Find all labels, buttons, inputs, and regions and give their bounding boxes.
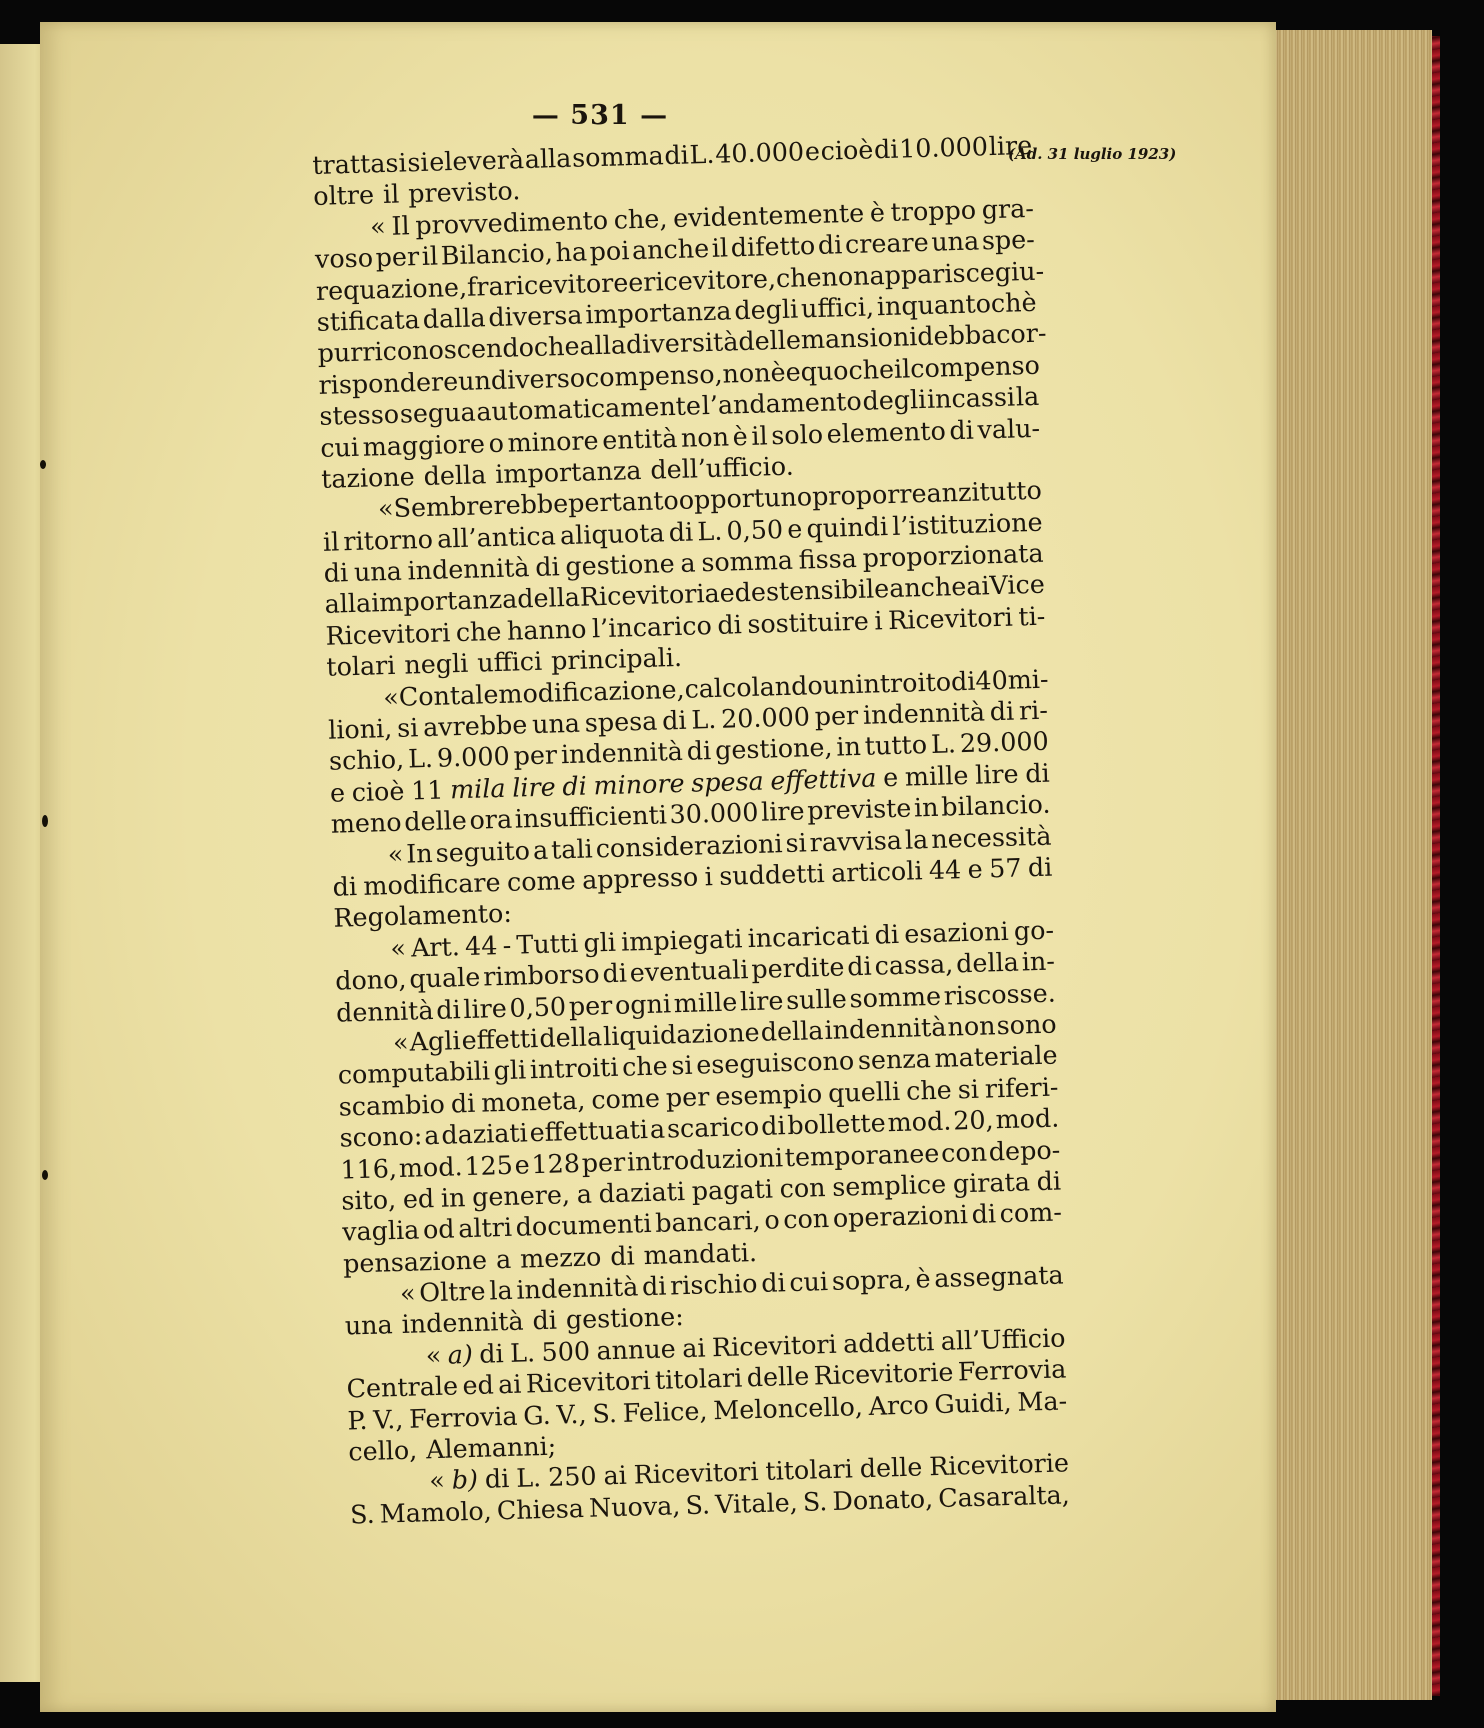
text-line: e cioè 11 mila lire di minore spesa effettiva e mille lire di bbox=[329, 757, 1050, 808]
text-line: schio, L. 9.000 per indennità di gestione, in tutto L. 29.000 bbox=[328, 726, 1050, 777]
text-line: rispondere un diverso compenso, non è equo che il compenso bbox=[318, 349, 1041, 400]
text-line: tolari negli uffici principali. bbox=[326, 642, 683, 683]
text-line: 116, mod. 125 e 128 per introduzioni temporanee con depo- bbox=[340, 1134, 1061, 1185]
text-line: « a) di L. 500 annue ai Ricevitori addetti all’Ufficio bbox=[425, 1322, 1066, 1371]
binding-hole bbox=[42, 1170, 48, 1180]
text-line: Ricevitori che hanno l’incarico di sostituire i Ricevitori ti- bbox=[325, 600, 1046, 651]
text-line: sito, ed in genere, a daziati pagati con semplice girata di bbox=[340, 1165, 1062, 1216]
text-line: « Con tale modificazione, calcolando un introito di 40 mi- bbox=[382, 663, 1049, 712]
text-line: scono: a daziati effettuati a scarico di bollette mod. 20, mod. bbox=[339, 1102, 1060, 1153]
text-line: oltre il previsto. bbox=[312, 175, 521, 212]
text-line: pur riconoscendo che alla diversità delle mansioni debba cor- bbox=[317, 317, 1047, 369]
text-line: lioni, si avrebbe una spesa di L. 20.000 per indennità di ri- bbox=[327, 694, 1049, 745]
text-line: il ritorno all’antica aliquota di L. 0,50 e quindi l’istituzione bbox=[322, 506, 1043, 557]
text-line: trattasi si eleverà alla somma di L. 40.000 e cioè di 10.000 lire bbox=[312, 129, 1033, 180]
page-number: — 531 — bbox=[531, 100, 669, 131]
body-text bbox=[312, 130, 1070, 1531]
text-line: « Agli effetti della liquidazione della indennità non sono bbox=[392, 1008, 1058, 1058]
text-line: di una indennità di gestione a somma fissa proporzionata bbox=[323, 537, 1044, 588]
text-line: stificata dalla diversa importanza degli uffici, inquantochè bbox=[316, 286, 1037, 337]
text-line: « In seguito a tali considerazioni si ravvisa la necessità bbox=[387, 820, 1052, 869]
margin-date-note: (Ad. 31 luglio 1923) bbox=[1008, 145, 1177, 163]
text-line: dennità di lire 0,50 per ogni mille lire sulle somme riscosse. bbox=[335, 977, 1057, 1028]
text-line: scambio di moneta, come per esempio quelli che si riferi- bbox=[338, 1071, 1059, 1122]
text-line: cui maggiore o minore entità non è il solo elemento di valu- bbox=[319, 412, 1041, 463]
binding-hole bbox=[40, 460, 46, 469]
text-line: « Art. 44 - Tutti gli impiegati incaricati di esazioni go- bbox=[389, 914, 1055, 963]
text-line: stesso segua automaticamente l’andamento degli incassi la bbox=[319, 380, 1040, 432]
text-line: « Sembrerebbe pertanto opportuno proporre anzitutto bbox=[377, 475, 1043, 524]
text-line: voso per il Bilancio, ha poi anche il difetto di creare una spe- bbox=[314, 224, 1036, 275]
text-line: di modificare come appresso i suddetti articoli 44 e 57 di bbox=[332, 851, 1053, 902]
text-line: computabili gli introiti che si eseguiscono senza materiale bbox=[337, 1039, 1058, 1090]
text-line: tazione della importanza dell’ufficio. bbox=[320, 450, 795, 494]
text-line: S. Mamolo, Chiesa Nuova, S. Vitale, S. Donato, Casaralta, bbox=[349, 1479, 1071, 1530]
text-line: dono, quale rimborso di eventuali perdite di cassa, della in- bbox=[334, 945, 1056, 996]
text-line: meno delle ora insufficienti 30.000 lire previste in bilancio. bbox=[330, 788, 1051, 839]
text-line: alla importanza della Ricevitoria ed estensibile anche ai Vice bbox=[324, 569, 1046, 620]
text-line: cello, Alemanni; bbox=[347, 1430, 557, 1467]
text-line: P. V., Ferrovia G. V., S. Felice, Meloncello, Arco Guidi, Ma- bbox=[347, 1385, 1068, 1436]
text-line: Centrale ed ai Ricevitori titolari delle Ricevitorie Ferrovia bbox=[346, 1353, 1067, 1404]
text-line: « b) di L. 250 ai Ricevitori titolari delle Ricevitorie bbox=[428, 1447, 1070, 1496]
text-line: vaglia od altri documenti bancari, o con operazioni di com- bbox=[341, 1196, 1063, 1247]
text-line: Regolamento: bbox=[333, 898, 513, 934]
text-line: « Oltre la indennità di rischio di cui sopra, è assegnata bbox=[399, 1259, 1064, 1309]
text-line: una indennità di gestione: bbox=[344, 1301, 685, 1341]
text-line: « Il provvedimento che, evidentemente è troppo gra- bbox=[369, 192, 1035, 242]
text-line: requazione, fra ricevitore e ricevitore, che non apparisce giu- bbox=[315, 255, 1045, 306]
binding-hole bbox=[42, 815, 48, 827]
text-line: pensazione a mezzo di mandati. bbox=[342, 1236, 758, 1279]
